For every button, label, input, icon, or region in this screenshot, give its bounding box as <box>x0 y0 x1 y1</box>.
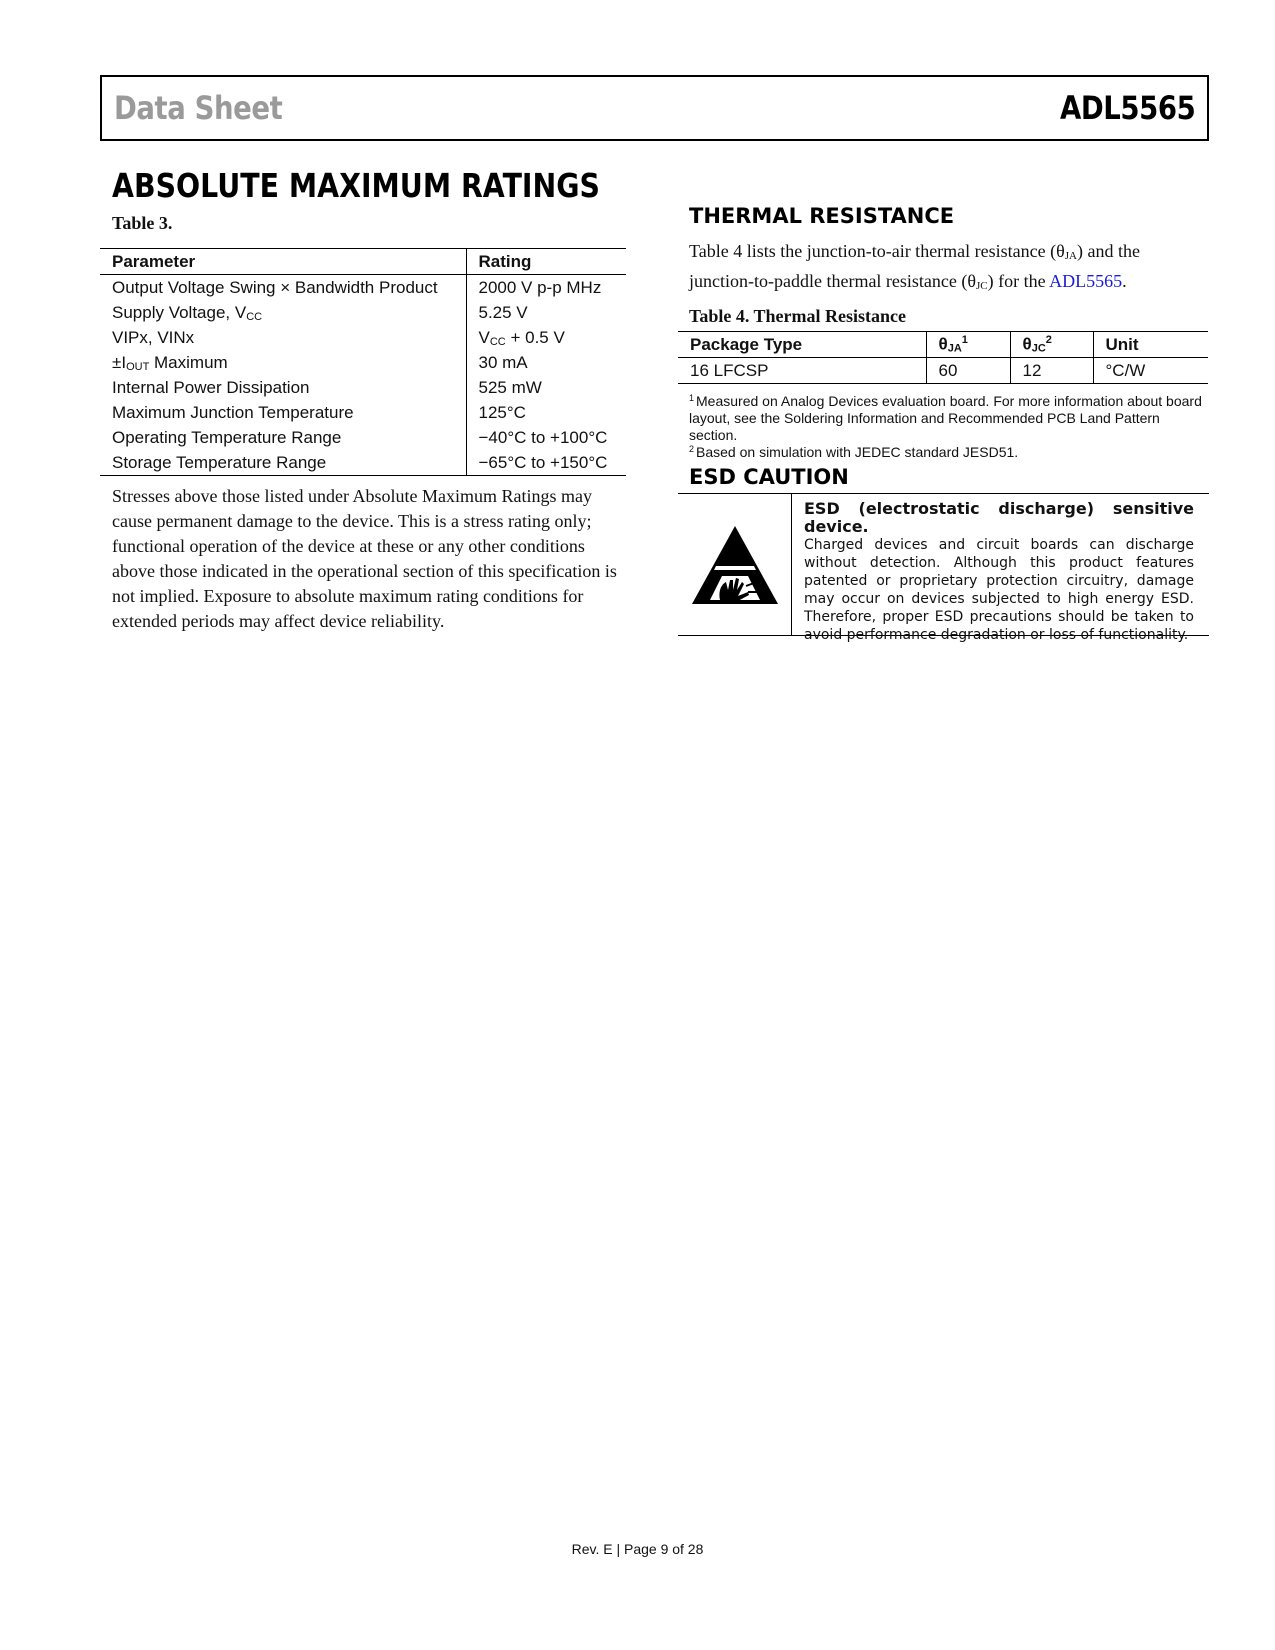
rating-cell: $V_{CC} + 0.5$ V <box>466 325 626 350</box>
package-cell: 16 LFCSP <box>678 358 926 384</box>
table4-header-unit: Unit <box>1093 332 1208 358</box>
esd-description: Charged devices and circuit boards can discharge without detection. Although this product features patented or proprietary protection circuitry, damage may occur on devices subjected to high energy ESD. Therefore, proper ESD precautions should be taken to avoid performance degradation or loss of functionality. <box>804 537 1194 643</box>
param-cell: Internal Power Dissipation <box>112 377 310 397</box>
table3-header-rating: Rating <box>466 249 626 275</box>
table-row <box>100 325 626 350</box>
table4-header-theta-ja: $\theta_{JA}^1$ <box>926 332 1010 358</box>
table-row <box>100 450 626 476</box>
theta-jc-cell: 12 <box>1010 358 1093 384</box>
table3-header-parameter: Parameter <box>100 249 466 275</box>
section-title: ABSOLUTE MAXIMUM RATINGS <box>112 166 600 205</box>
table4-header-theta-jc: $\theta_{JC}^2$ <box>1010 332 1093 358</box>
esd-caution-box <box>678 493 1209 643</box>
table-row <box>100 375 626 400</box>
param-cell: Maximum Junction Temperature <box>112 402 354 422</box>
unit-cell: °C/W <box>1093 358 1208 384</box>
thermal-resistance-title: THERMAL RESISTANCE <box>689 204 955 228</box>
adl5565-link[interactable]: ADL5565 <box>1049 271 1123 291</box>
table-row <box>100 400 626 425</box>
param-cell: $\pm I_{OUT}$ Maximum <box>112 352 228 373</box>
param-cell: Output Voltage Swing × Bandwidth Product <box>112 277 438 297</box>
page-header <box>100 75 1209 141</box>
table4-header-package: Package Type <box>678 332 926 358</box>
rating-cell: 5.25 V <box>466 300 626 325</box>
table-row <box>678 358 1208 384</box>
footnote-1: $^1$ Measured on Analog Devices evaluation board. For more information about board layout, see the Soldering Information and Recommended PCB Land Pattern section. <box>689 393 1202 443</box>
param-cell: Storage Temperature Range <box>100 450 466 476</box>
rating-cell: −65°C to +150°C <box>466 450 626 476</box>
thermal-paragraph: Table 4 lists the junction-to-air thermal resistance $(\theta_{JA})$ and the junction-to-paddle thermal resistance $(\theta_{JC})$ for the ADL5565. <box>689 241 1140 292</box>
rating-cell: 30 mA <box>466 350 626 375</box>
rating-cell: 2000 V p-p MHz <box>466 275 626 301</box>
page-footer: Rev. E | Page 9 of 28 <box>571 1541 704 1557</box>
table-row <box>100 350 626 375</box>
header-part-number: ADL5565 <box>1059 89 1195 127</box>
rating-cell: 125°C <box>466 400 626 425</box>
param-cell: Supply Voltage, $V_{CC}$ <box>112 302 263 323</box>
table4-caption: Table 4. Thermal Resistance <box>689 306 907 326</box>
table-row <box>100 300 626 325</box>
table3-caption: Table 3. <box>112 213 173 233</box>
rating-cell: 525 mW <box>466 375 626 400</box>
esd-bold-statement: ESD (electrostatic discharge) sensitive device. <box>804 499 1194 536</box>
header-doc-type: Data Sheet <box>114 89 283 127</box>
rating-cell: −40°C to +100°C <box>466 425 626 450</box>
stress-paragraph: Stresses above those listed under Absolute Maximum Ratings may cause permanent damage to the device. This is a stress rating only; functional operation of the device at these or any other conditions above those indicated in the operational section of this specification is not implied. Exposure to absolute maximum rating conditions for extended periods may affect device reliability. <box>112 486 617 631</box>
table4 <box>678 331 1208 384</box>
esd-warning-icon <box>678 494 792 635</box>
table-row <box>100 275 626 301</box>
theta-ja-cell: 60 <box>926 358 1010 384</box>
param-cell: Operating Temperature Range <box>112 427 342 447</box>
footnote-2: $^2$ Based on simulation with JEDEC standard JESD51. <box>689 444 1019 460</box>
esd-caution-title: ESD CAUTION <box>689 465 849 489</box>
table3 <box>100 248 626 476</box>
param-cell: VIPx, VINx <box>112 327 195 347</box>
esd-text <box>804 500 1194 644</box>
table-row <box>100 425 626 450</box>
